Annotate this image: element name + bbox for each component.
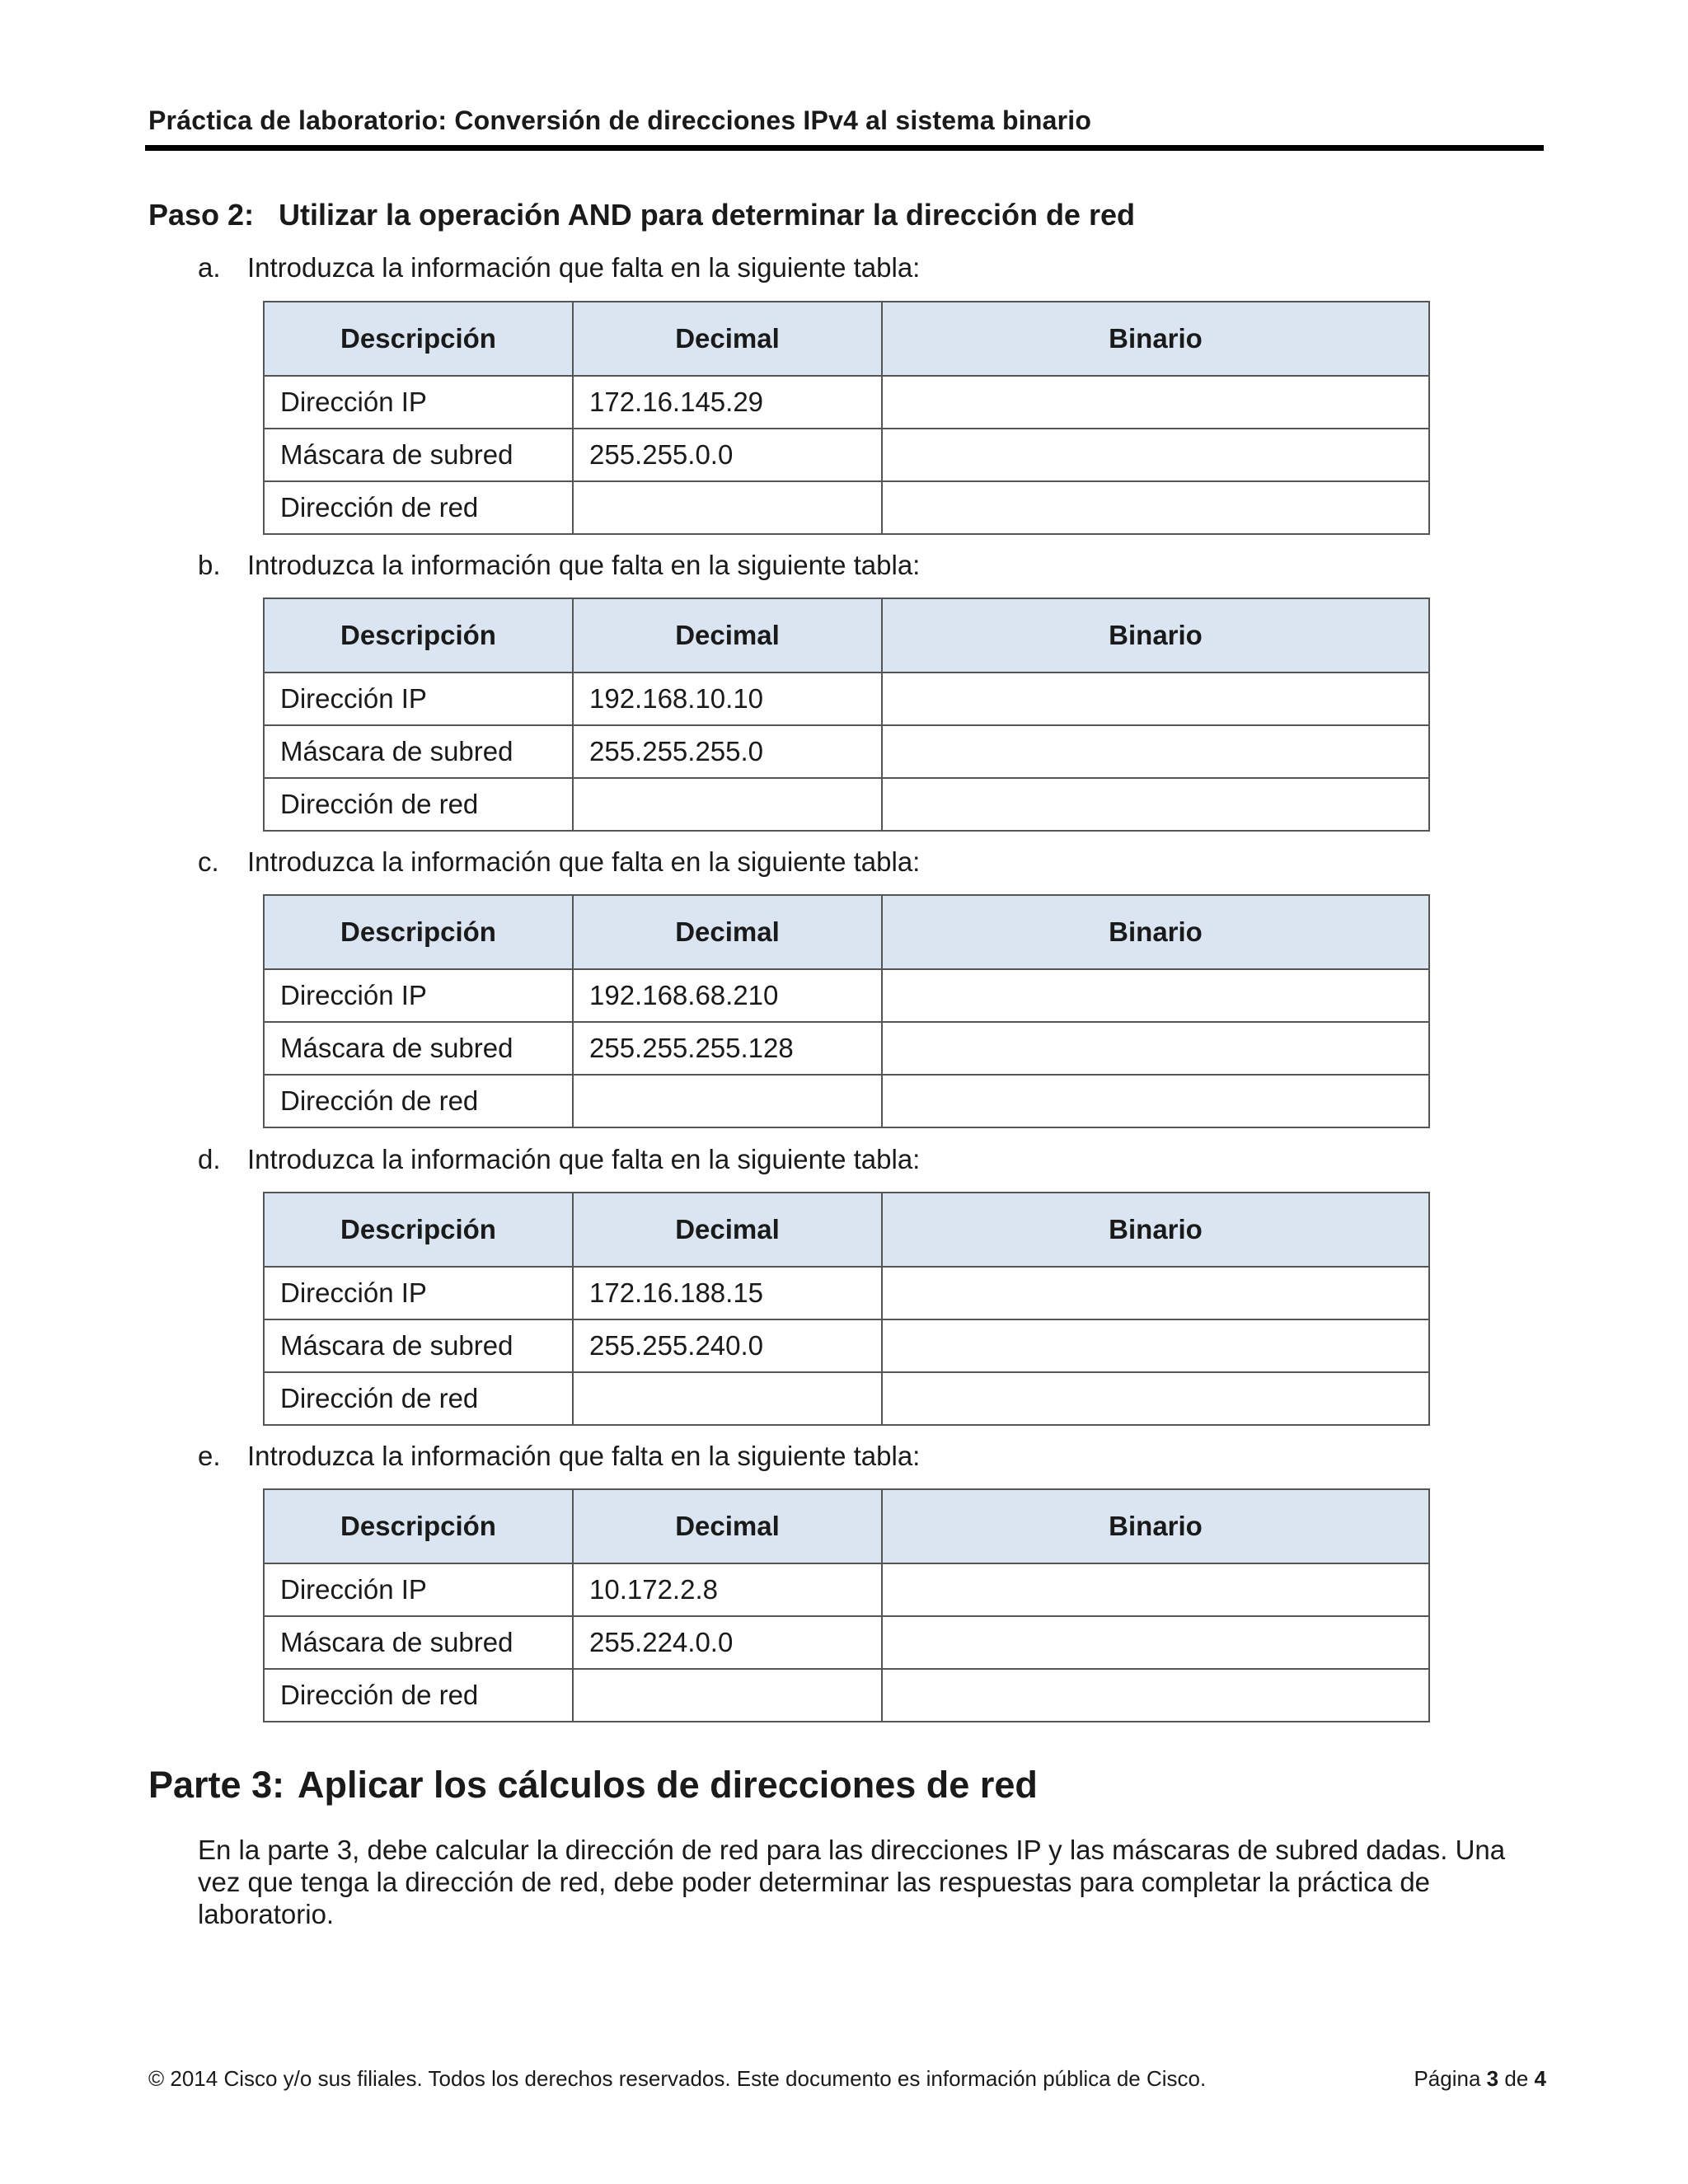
column-header-decimal: Decimal	[573, 895, 882, 969]
ip-binary-cell[interactable]	[882, 673, 1429, 725]
column-header-description: Descripción	[264, 302, 573, 376]
column-header-decimal: Decimal	[573, 1489, 882, 1563]
part-title: Aplicar los cálculos de direcciones de red	[298, 1764, 1038, 1806]
network-decimal-cell[interactable]	[573, 778, 882, 831]
page-total: 4	[1534, 2066, 1546, 2091]
ip-table-b	[263, 598, 1430, 832]
table-row-mask	[264, 725, 1429, 778]
part-paragraph: En la parte 3, debe calcular la dirección de red para las direcciones IP y las máscaras de subred dadas. Una vez que tenga la dirección de red, debe poder determinar las respuestas para completar la práctica de laboratorio.	[198, 1835, 1506, 1929]
table-row-ip	[264, 969, 1429, 1022]
item-letter: a.	[198, 252, 221, 283]
table-row-ip	[264, 673, 1429, 725]
item-letter: c.	[198, 846, 219, 877]
mask-decimal-cell: 255.255.0.0	[573, 429, 882, 481]
network-decimal-cell[interactable]	[573, 1372, 882, 1425]
page-number	[1414, 2066, 1546, 2092]
item-instruction: Introduzca la información que falta en la siguiente tabla:	[247, 1441, 921, 1471]
item-instruction: Introduzca la información que falta en la siguiente tabla:	[247, 1144, 921, 1174]
column-header-decimal: Decimal	[573, 1193, 882, 1267]
column-header-description: Descripción	[264, 598, 573, 673]
column-header-binary: Binario	[882, 1193, 1429, 1267]
mask-binary-cell[interactable]	[882, 1022, 1429, 1075]
network-binary-cell[interactable]	[882, 481, 1429, 534]
column-header-decimal: Decimal	[573, 598, 882, 673]
table-header-row	[264, 302, 1429, 376]
row-label-network: Dirección de red	[264, 481, 573, 534]
part-heading	[148, 1764, 1038, 1807]
ip-decimal-cell: 172.16.188.15	[573, 1267, 882, 1319]
item-b	[198, 550, 920, 581]
ip-binary-cell[interactable]	[882, 1267, 1429, 1319]
table-row-network	[264, 778, 1429, 831]
column-header-binary: Binario	[882, 895, 1429, 969]
ip-binary-cell[interactable]	[882, 969, 1429, 1022]
row-label-network: Dirección de red	[264, 778, 573, 831]
row-label-ip: Dirección IP	[264, 969, 573, 1022]
mask-decimal-cell: 255.255.255.0	[573, 725, 882, 778]
network-binary-cell[interactable]	[882, 1669, 1429, 1722]
ip-binary-cell[interactable]	[882, 1563, 1429, 1616]
row-label-ip: Dirección IP	[264, 673, 573, 725]
item-instruction: Introduzca la información que falta en la siguiente tabla:	[247, 252, 921, 283]
page-of: de	[1504, 2066, 1529, 2091]
row-label-network: Dirección de red	[264, 1075, 573, 1127]
item-a	[198, 252, 920, 284]
part-number: Parte 3:	[148, 1764, 285, 1806]
ip-table-a	[263, 301, 1430, 535]
footer-copyright: © 2014 Cisco y/o sus filiales. Todos los derechos reservados. Este documento es información pública de Cisco.	[148, 2066, 1207, 2091]
network-decimal-cell[interactable]	[573, 481, 882, 534]
row-label-mask: Máscara de subred	[264, 725, 573, 778]
ip-table-d	[263, 1192, 1430, 1426]
mask-decimal-cell: 255.224.0.0	[573, 1616, 882, 1669]
table-row-network	[264, 481, 1429, 534]
network-decimal-cell[interactable]	[573, 1669, 882, 1722]
item-d	[198, 1144, 920, 1175]
mask-binary-cell[interactable]	[882, 1616, 1429, 1669]
row-label-ip: Dirección IP	[264, 1267, 573, 1319]
column-header-description: Descripción	[264, 1193, 573, 1267]
column-header-binary: Binario	[882, 598, 1429, 673]
mask-binary-cell[interactable]	[882, 429, 1429, 481]
table-header-row	[264, 895, 1429, 969]
network-binary-cell[interactable]	[882, 1075, 1429, 1127]
document-header-title: Práctica de laboratorio: Conversión de direcciones IPv4 al sistema binario	[148, 105, 1092, 135]
item-e	[198, 1441, 920, 1472]
row-label-ip: Dirección IP	[264, 1563, 573, 1616]
network-binary-cell[interactable]	[882, 1372, 1429, 1425]
page-word: Página	[1414, 2066, 1481, 2091]
row-label-ip: Dirección IP	[264, 376, 573, 429]
row-label-mask: Máscara de subred	[264, 1319, 573, 1372]
column-header-description: Descripción	[264, 895, 573, 969]
step-title: Utilizar la operación AND para determinar la dirección de red	[279, 198, 1135, 232]
network-decimal-cell[interactable]	[573, 1075, 882, 1127]
table-row-mask	[264, 1022, 1429, 1075]
ip-decimal-cell: 192.168.68.210	[573, 969, 882, 1022]
mask-binary-cell[interactable]	[882, 1319, 1429, 1372]
item-c	[198, 846, 920, 878]
table-row-mask	[264, 429, 1429, 481]
header-rule	[145, 145, 1544, 151]
network-binary-cell[interactable]	[882, 778, 1429, 831]
item-letter: d.	[198, 1144, 221, 1174]
table-header-row	[264, 598, 1429, 673]
row-label-network: Dirección de red	[264, 1669, 573, 1722]
page-current: 3	[1486, 2066, 1499, 2091]
item-letter: e.	[198, 1441, 221, 1471]
column-header-binary: Binario	[882, 302, 1429, 376]
mask-decimal-cell: 255.255.240.0	[573, 1319, 882, 1372]
mask-decimal-cell: 255.255.255.128	[573, 1022, 882, 1075]
step-heading	[148, 198, 1135, 232]
ip-table-e	[263, 1488, 1430, 1722]
step-number: Paso 2:	[148, 198, 255, 232]
column-header-binary: Binario	[882, 1489, 1429, 1563]
table-row-mask	[264, 1319, 1429, 1372]
ip-decimal-cell: 10.172.2.8	[573, 1563, 882, 1616]
table-row-ip	[264, 1267, 1429, 1319]
item-instruction: Introduzca la información que falta en la siguiente tabla:	[247, 846, 921, 877]
row-label-mask: Máscara de subred	[264, 1616, 573, 1669]
row-label-mask: Máscara de subred	[264, 1022, 573, 1075]
item-instruction: Introduzca la información que falta en la siguiente tabla:	[247, 550, 921, 580]
table-row-ip	[264, 1563, 1429, 1616]
column-header-decimal: Decimal	[573, 302, 882, 376]
table-row-network	[264, 1075, 1429, 1127]
ip-decimal-cell: 192.168.10.10	[573, 673, 882, 725]
table-row-network	[264, 1372, 1429, 1425]
row-label-mask: Máscara de subred	[264, 429, 573, 481]
item-letter: b.	[198, 550, 221, 580]
row-label-network: Dirección de red	[264, 1372, 573, 1425]
ip-decimal-cell: 172.16.145.29	[573, 376, 882, 429]
table-row-ip	[264, 376, 1429, 429]
ip-binary-cell[interactable]	[882, 376, 1429, 429]
table-header-row	[264, 1489, 1429, 1563]
ip-table-c	[263, 894, 1430, 1128]
table-header-row	[264, 1193, 1429, 1267]
table-row-network	[264, 1669, 1429, 1722]
mask-binary-cell[interactable]	[882, 725, 1429, 778]
table-row-mask	[264, 1616, 1429, 1669]
column-header-description: Descripción	[264, 1489, 573, 1563]
